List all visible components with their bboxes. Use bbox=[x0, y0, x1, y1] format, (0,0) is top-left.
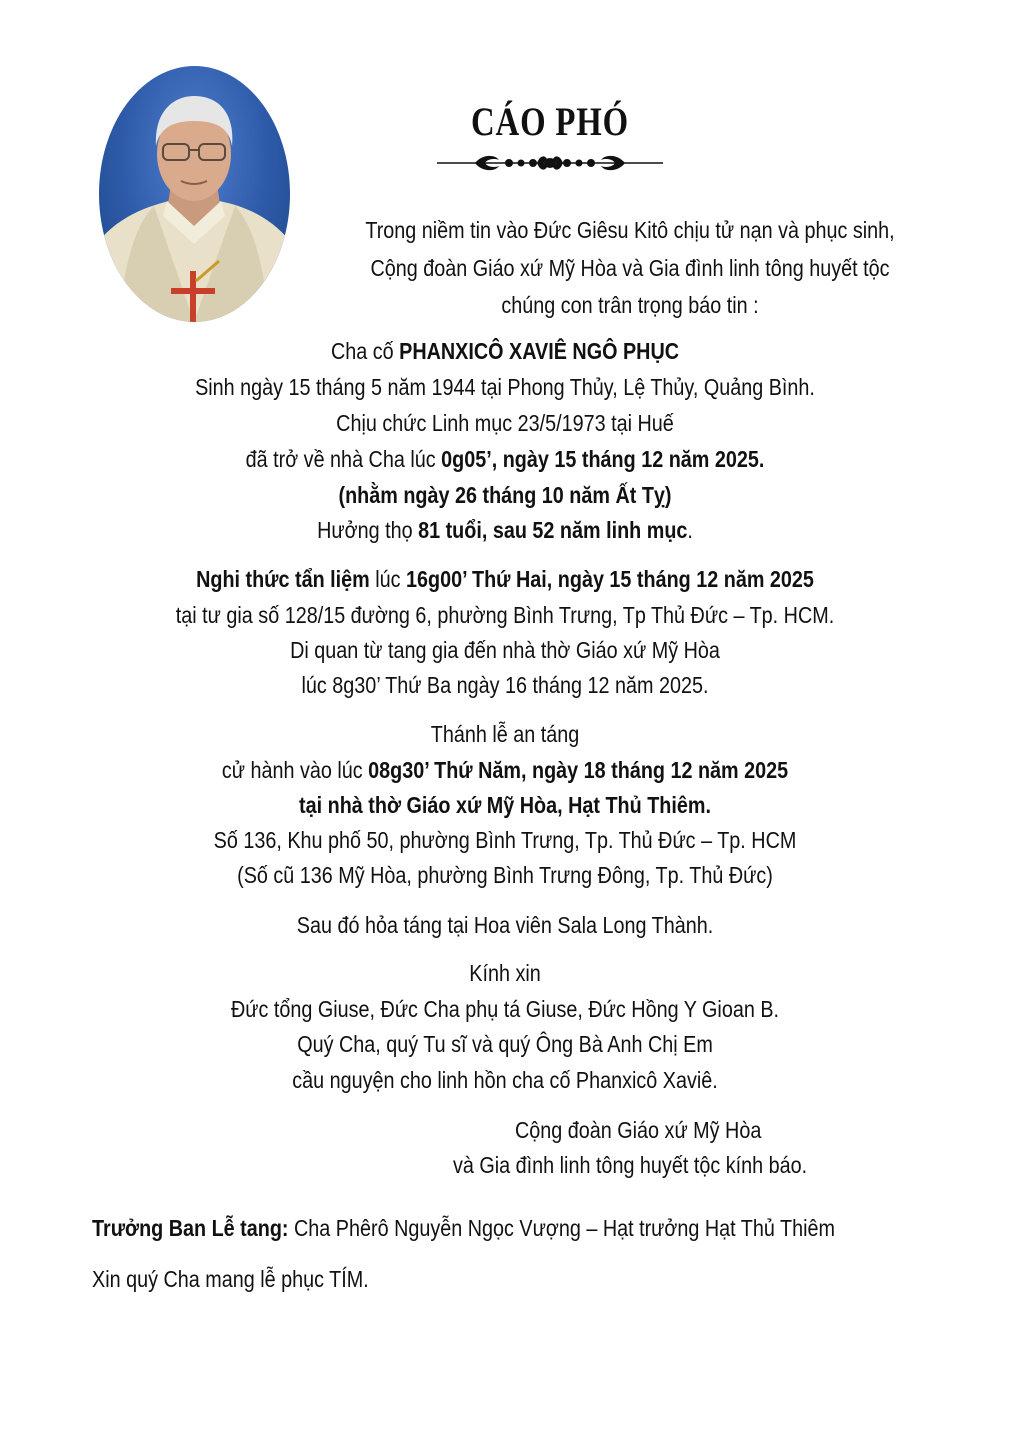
age-suffix: . bbox=[687, 517, 693, 543]
lunar-date-line bbox=[71, 480, 940, 510]
procession-time: lúc 8g30’ Thứ Ba ngày 16 tháng 12 năm 2025. bbox=[301, 672, 709, 698]
portrait-frame bbox=[96, 63, 293, 325]
request-line-1: Kính xin bbox=[469, 960, 541, 986]
encoffining-label: Nghi thức tẩn liệm bbox=[196, 566, 370, 592]
signature-line-2: và Gia đình linh tông huyết tộc kính báo. bbox=[453, 1152, 808, 1178]
intro-line-3: chúng con trân trọng báo tin : bbox=[501, 292, 759, 318]
page-title: CÁO PHÓ bbox=[471, 99, 629, 144]
procession-line: Di quan từ tang gia đến nhà thờ Giáo xứ Mỹ Hòa bbox=[290, 637, 720, 663]
deceased-prefix: Cha cố bbox=[330, 338, 400, 364]
committee-value: Cha Phêrô Nguyễn Ngọc Vượng – Hạt trưởng Hạt Thủ Thiêm bbox=[288, 1215, 835, 1241]
funeral-mass-time: 08g30’ Thứ Năm, ngày 18 tháng 12 năm 2025 bbox=[368, 757, 789, 783]
priest-portrait bbox=[99, 66, 290, 322]
ordination-line: Chịu chức Linh mục 23/5/1973 tại Huế bbox=[336, 410, 674, 436]
church-old-address: (Số cũ 136 Mỹ Hòa, phường Bình Trưng Đông, Tp. Thủ Đức) bbox=[237, 862, 773, 888]
request-line-4: cầu nguyện cho linh hồn cha cố Phanxicô Xaviê. bbox=[292, 1067, 718, 1093]
funeral-mass-time-line bbox=[71, 755, 940, 785]
funeral-mass-heading: Thánh lễ an táng bbox=[430, 721, 580, 747]
encoffining-middle: lúc bbox=[369, 566, 407, 592]
death-time: 0g05’, ngày 15 tháng 12 năm 2025. bbox=[441, 446, 765, 472]
ornament-divider-icon bbox=[437, 150, 663, 176]
signature-line-1: Cộng đoàn Giáo xứ Mỹ Hòa bbox=[515, 1117, 762, 1143]
age-value: 81 tuổi, sau 52 năm linh mục bbox=[418, 517, 688, 543]
encoffining-place: tại tư gia số 128/15 đường 6, phường Bình Trưng, Tp Thủ Đức – Tp. HCM. bbox=[175, 602, 835, 628]
deceased-name: PHANXICÔ XAVIÊ NGÔ PHỤC bbox=[399, 338, 680, 364]
age-line bbox=[71, 515, 940, 545]
death-prefix: đã trở về nhà Cha lúc bbox=[245, 446, 442, 472]
cremation-line: Sau đó hỏa táng tại Hoa viên Sala Long Thành. bbox=[296, 912, 714, 938]
intro-line-1: Trong niềm tin vào Đức Giêsu Kitô chịu tử nạn và phục sinh, bbox=[365, 217, 895, 243]
vestment-note: Xin quý Cha mang lễ phục TÍM. bbox=[92, 1266, 369, 1292]
funeral-mass-prefix: cử hành vào lúc bbox=[221, 757, 369, 783]
death-line bbox=[71, 444, 940, 474]
committee-label: Trưởng Ban Lễ tang: bbox=[92, 1215, 289, 1241]
age-prefix: Hưởng thọ bbox=[317, 517, 419, 543]
request-line-3: Quý Cha, quý Tu sĩ và quý Ông Bà Anh Chị Em bbox=[297, 1031, 713, 1057]
birth-line: Sinh ngày 15 tháng 5 năm 1944 tại Phong Thủy, Lệ Thủy, Quảng Bình. bbox=[195, 374, 815, 400]
request-line-2: Đức tổng Giuse, Đức Cha phụ tá Giuse, Đức Hồng Y Gioan B. bbox=[230, 996, 780, 1022]
encoffining-line bbox=[71, 564, 940, 594]
funeral-mass-church-line bbox=[71, 790, 940, 820]
committee-line bbox=[92, 1213, 835, 1243]
encoffining-time: 16g00’ Thứ Hai, ngày 15 tháng 12 năm 2025 bbox=[406, 566, 814, 592]
funeral-mass-church: tại nhà thờ Giáo xứ Mỹ Hòa, Hạt Thủ Thiêm. bbox=[299, 792, 711, 818]
deceased-name-line bbox=[71, 336, 940, 366]
portrait-illustration bbox=[99, 66, 290, 322]
lunar-date: (nhằm ngày 26 tháng 10 năm Ất Tỵ) bbox=[338, 482, 672, 508]
intro-line-2: Cộng đoàn Giáo xứ Mỹ Hòa và Gia đình linh tông huyết tộc bbox=[370, 255, 890, 281]
church-address: Số 136, Khu phố 50, phường Bình Trưng, Tp. Thủ Đức – Tp. HCM bbox=[213, 827, 797, 853]
